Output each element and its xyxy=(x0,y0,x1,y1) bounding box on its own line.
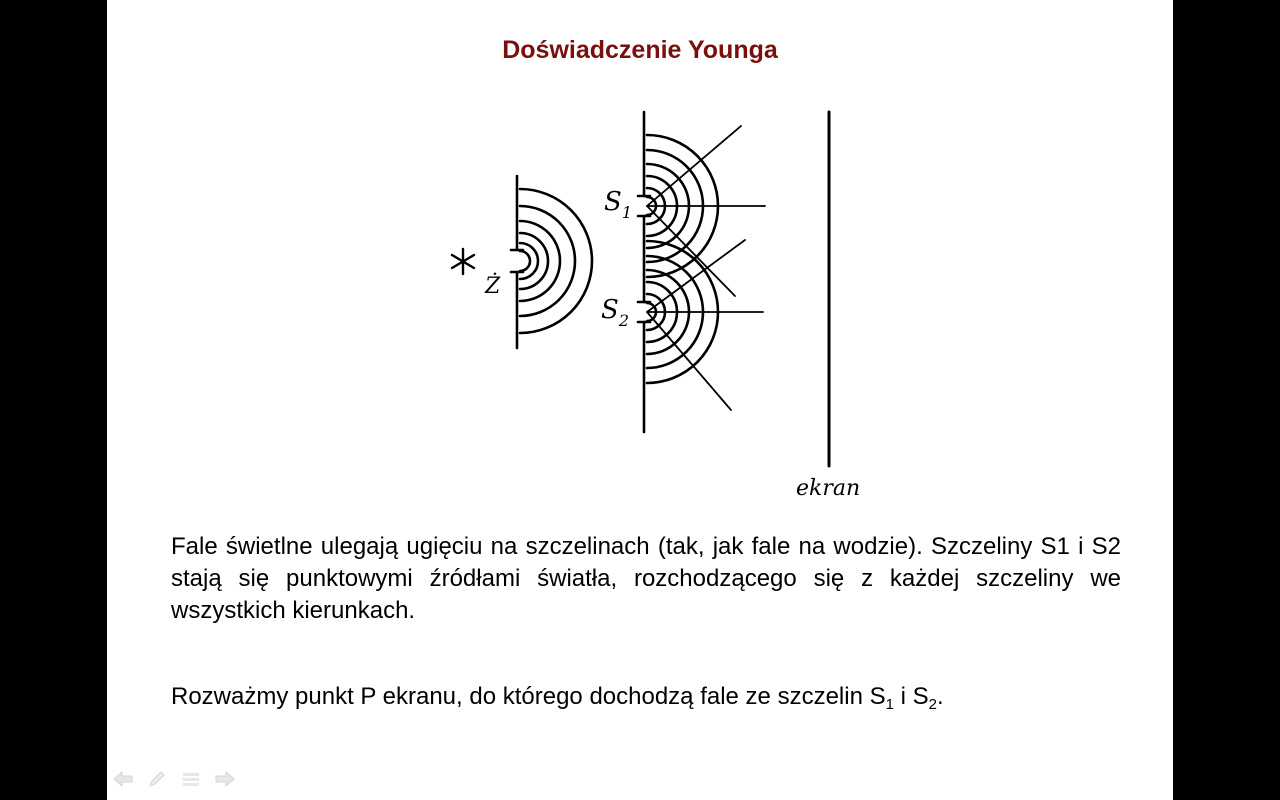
previous-icon[interactable] xyxy=(112,768,134,790)
paragraph-point-p: Rozważmy punkt P ekranu, do którego dochodzą fale ze szczelin $S_1$ i $S_2$. xyxy=(171,683,944,713)
slide-title: Doświadczenie Younga xyxy=(502,36,778,64)
slide xyxy=(107,0,1173,800)
s2-label: $S_2$ xyxy=(601,295,629,330)
slideshow-navigation xyxy=(112,768,236,790)
source-label: Ż xyxy=(485,274,501,299)
s1-label: $S_1$ xyxy=(604,187,632,222)
light-source-star xyxy=(452,249,474,274)
menu-icon[interactable] xyxy=(180,768,202,790)
next-icon[interactable] xyxy=(214,768,236,790)
young-experiment-diagram xyxy=(107,0,1173,520)
pen-icon[interactable] xyxy=(146,768,168,790)
source-waves xyxy=(520,189,592,333)
paragraph-diffraction: Fale świetlne ulegają ugięciu na szczelinach (tak, jak fale na wodzie). Szczeliny S1 i S2 stają się punktowymi źródłami światła, rozchodzącego się z każdej szczeliny we wszystkich kierunkach. xyxy=(171,533,1121,624)
screen-label: ekran xyxy=(796,476,861,501)
